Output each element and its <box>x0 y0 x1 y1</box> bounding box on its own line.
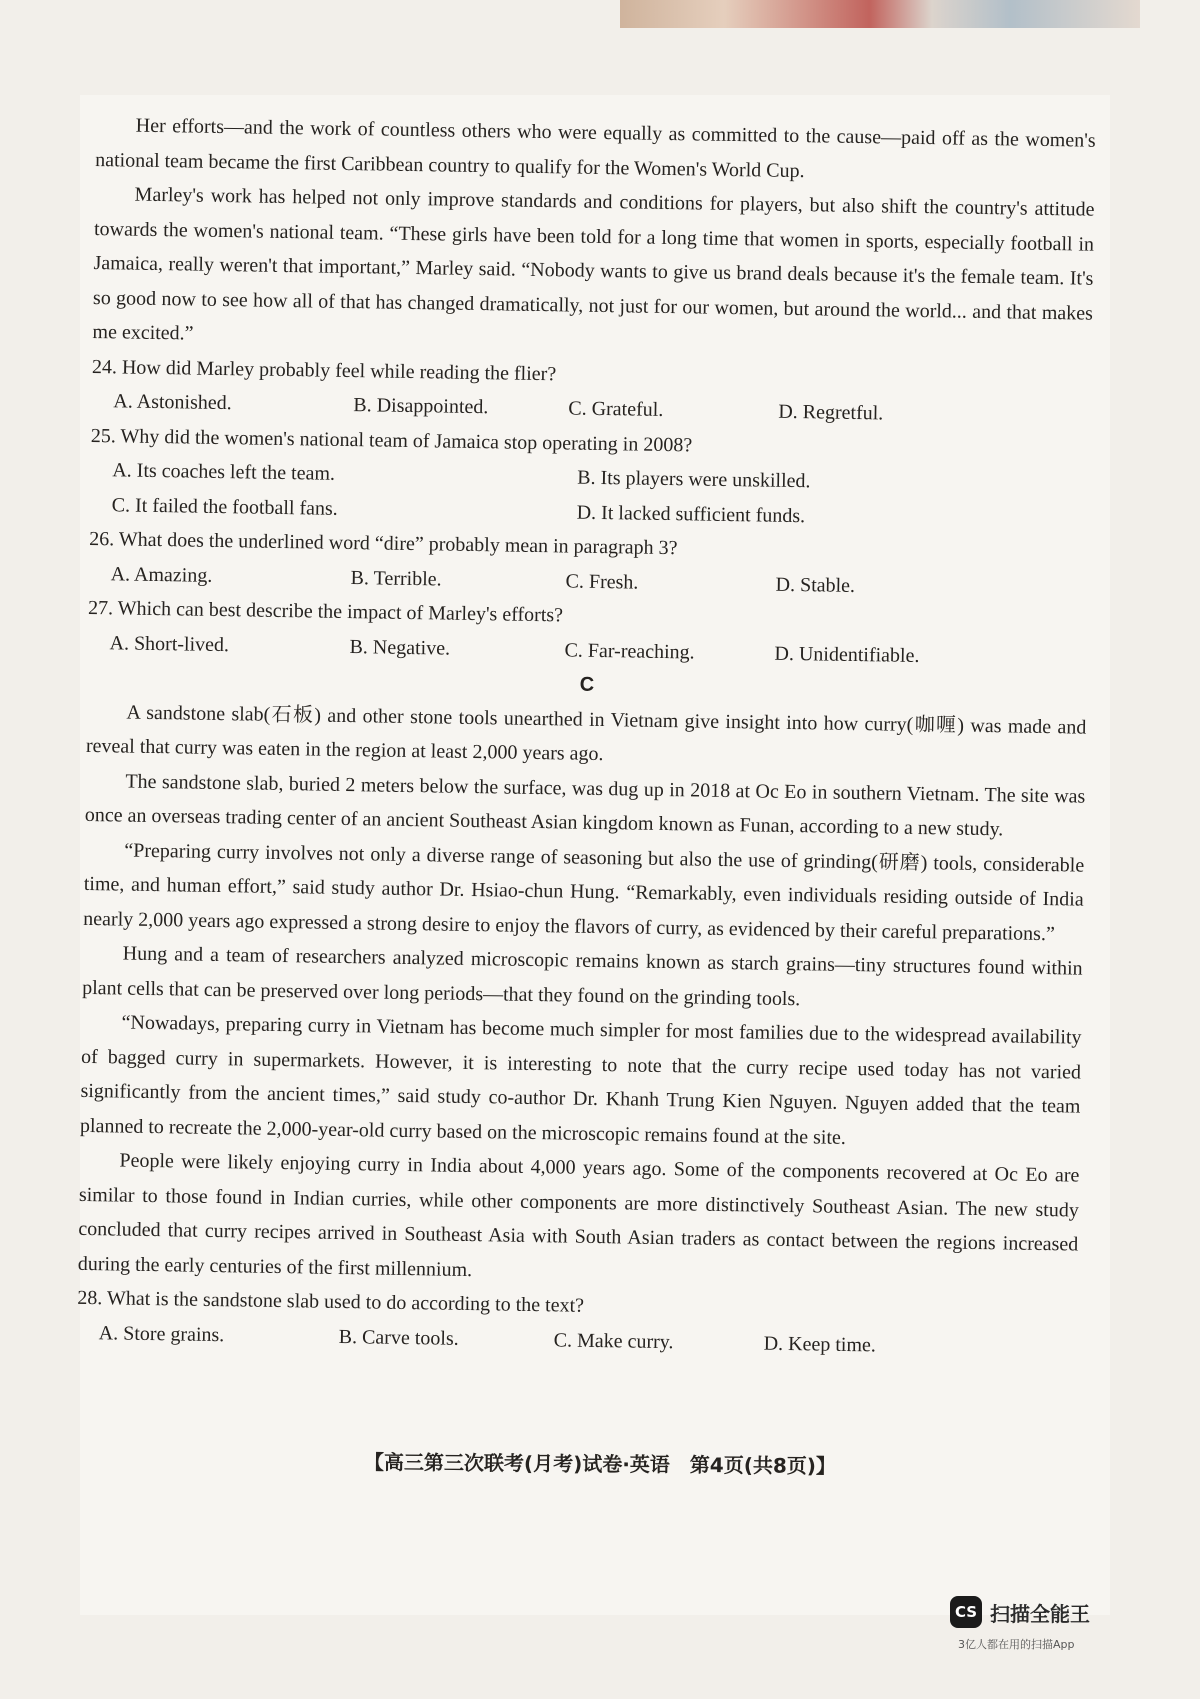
passage-paragraph: A sandstone slab(石板) and other stone tools unearthed in Vietnam give insight into how curry(咖喱) was made and reveal that curry was eaten in the region at least 2,000 years ago. <box>85 701 1087 766</box>
option-a: A. Amazing. <box>110 562 213 587</box>
passage-paragraph: Hung and a team of researchers analyzed microscopic remains known as starch grains—tiny structures found within plant cells that can be preserved over long periods—that they found on the grinding tools. <box>82 942 1083 1010</box>
option-a: A. Astonished. <box>113 390 232 415</box>
torn-photo-strip <box>620 0 1140 28</box>
option-d: D. It lacked sufficient funds. <box>576 501 806 527</box>
option-b: B. Disappointed. <box>353 394 489 419</box>
scanner-watermark <box>950 1590 1110 1660</box>
question-stem: 27. Which can best describe the impact of Marley's efforts? <box>87 596 564 627</box>
option-c: C. Make curry. <box>553 1328 674 1353</box>
option-d: D. Regretful. <box>778 400 884 425</box>
option-c: C. Grateful. <box>568 397 664 421</box>
passage-paragraph: “Preparing curry involves not only a diverse range of seasoning but also the use of grinding(研磨) tools, considerable time, and human effort,” said study author Dr. Hsiao-chun Hung. “Remarkably, even individuals residing outside of India nearly 2,000 years ago expressed a strong desire to enjoy the flavors of curry, as evidenced by their careful preparations.” <box>83 839 1085 945</box>
option-b: B. Carve tools. <box>338 1325 459 1350</box>
question-stem: 28. What is the sandstone slab used to do according to the text? <box>77 1286 585 1317</box>
question-stem: 25. Why did the women's national team of Jamaica stop operating in 2008? <box>90 424 693 456</box>
passage-paragraph: Her efforts—and the work of countless others who were equally as committed to the cause—paid off as the women's national team became the first Caribbean country to qualify for the Women's World Cup. <box>95 114 1096 182</box>
option-a: A. Short-lived. <box>109 631 230 656</box>
passage-paragraph: Marley's work has helped not only improve standards and conditions for players, but also shift the country's attitude towards the women's national team. “These girls have been told for a long time that women in sports, especially football in Jamaica, really weren't that important,” Marley said. “Nobody wants to give us brand deals because it's the female team. It's so good now to see how all of that has changed dramatically, not just for our women, but around the world... and that makes me excited.” <box>92 183 1095 345</box>
exam-page-content <box>76 108 1095 1366</box>
passage-paragraph: People were likely enjoying curry in India about 4,000 years ago. Some of the components recovered at Oc Eo are similar to those found in Indian curries, while other components are more distinctively Southeast Asian. The new study concluded that curry recipes arrived in Southeast Asia with South Asian traders as contact between the regions increased during the early centuries of the first millennium. <box>77 1149 1080 1281</box>
option-d: D. Unidentifiable. <box>774 642 920 667</box>
option-b: B. Its players were unskilled. <box>577 466 811 493</box>
option-b: B. Negative. <box>349 635 451 660</box>
scanner-tagline: 3亿人都在用的扫描App <box>958 1638 1075 1651</box>
option-d: D. Stable. <box>775 573 856 597</box>
option-c: C. Far-reaching. <box>564 638 695 663</box>
option-a: A. Store grains. <box>98 1321 225 1346</box>
option-c: C. It failed the football fans. <box>111 493 338 520</box>
question-25 <box>89 418 1091 537</box>
question-stem: 26. What does the underlined word “dire” probably mean in paragraph 3? <box>89 527 678 560</box>
page-footer: 【高三第三次联考(月考)试卷·英语 第4页(共8页)】 <box>363 1449 837 1479</box>
question-stem: 24. How did Marley probably feel while reading the flier? <box>91 355 557 385</box>
option-c: C. Fresh. <box>565 569 639 594</box>
option-d: D. Keep time. <box>763 1332 877 1356</box>
option-b: B. Terrible. <box>350 566 442 590</box>
section-heading: C <box>579 673 595 696</box>
passage-paragraph: The sandstone slab, buried 2 meters below the surface, was dug up in 2018 at Oc Eo in southern Vietnam. The site was once an overseas trading center of an ancient Southeast Asian kingdom known as Funan, according to a new study. <box>84 770 1086 841</box>
camscanner-logo-icon: CS <box>950 1596 982 1628</box>
passage-paragraph: “Nowadays, preparing curry in Vietnam has become much simpler for most families due to the widespread availability of bagged curry in supermarkets. However, it is interesting to note that the curry recipe used today has not varied significantly from the ancient times,” said study co-author Dr. Khanh Trung Kien Nguyen. Nguyen added that the team planned to recreate the 2,000-year-old curry based on the microscopic remains found at the site. <box>79 1011 1082 1149</box>
option-a: A. Its coaches left the team. <box>112 459 336 485</box>
scanner-app-name: 扫描全能王 <box>990 1602 1090 1626</box>
